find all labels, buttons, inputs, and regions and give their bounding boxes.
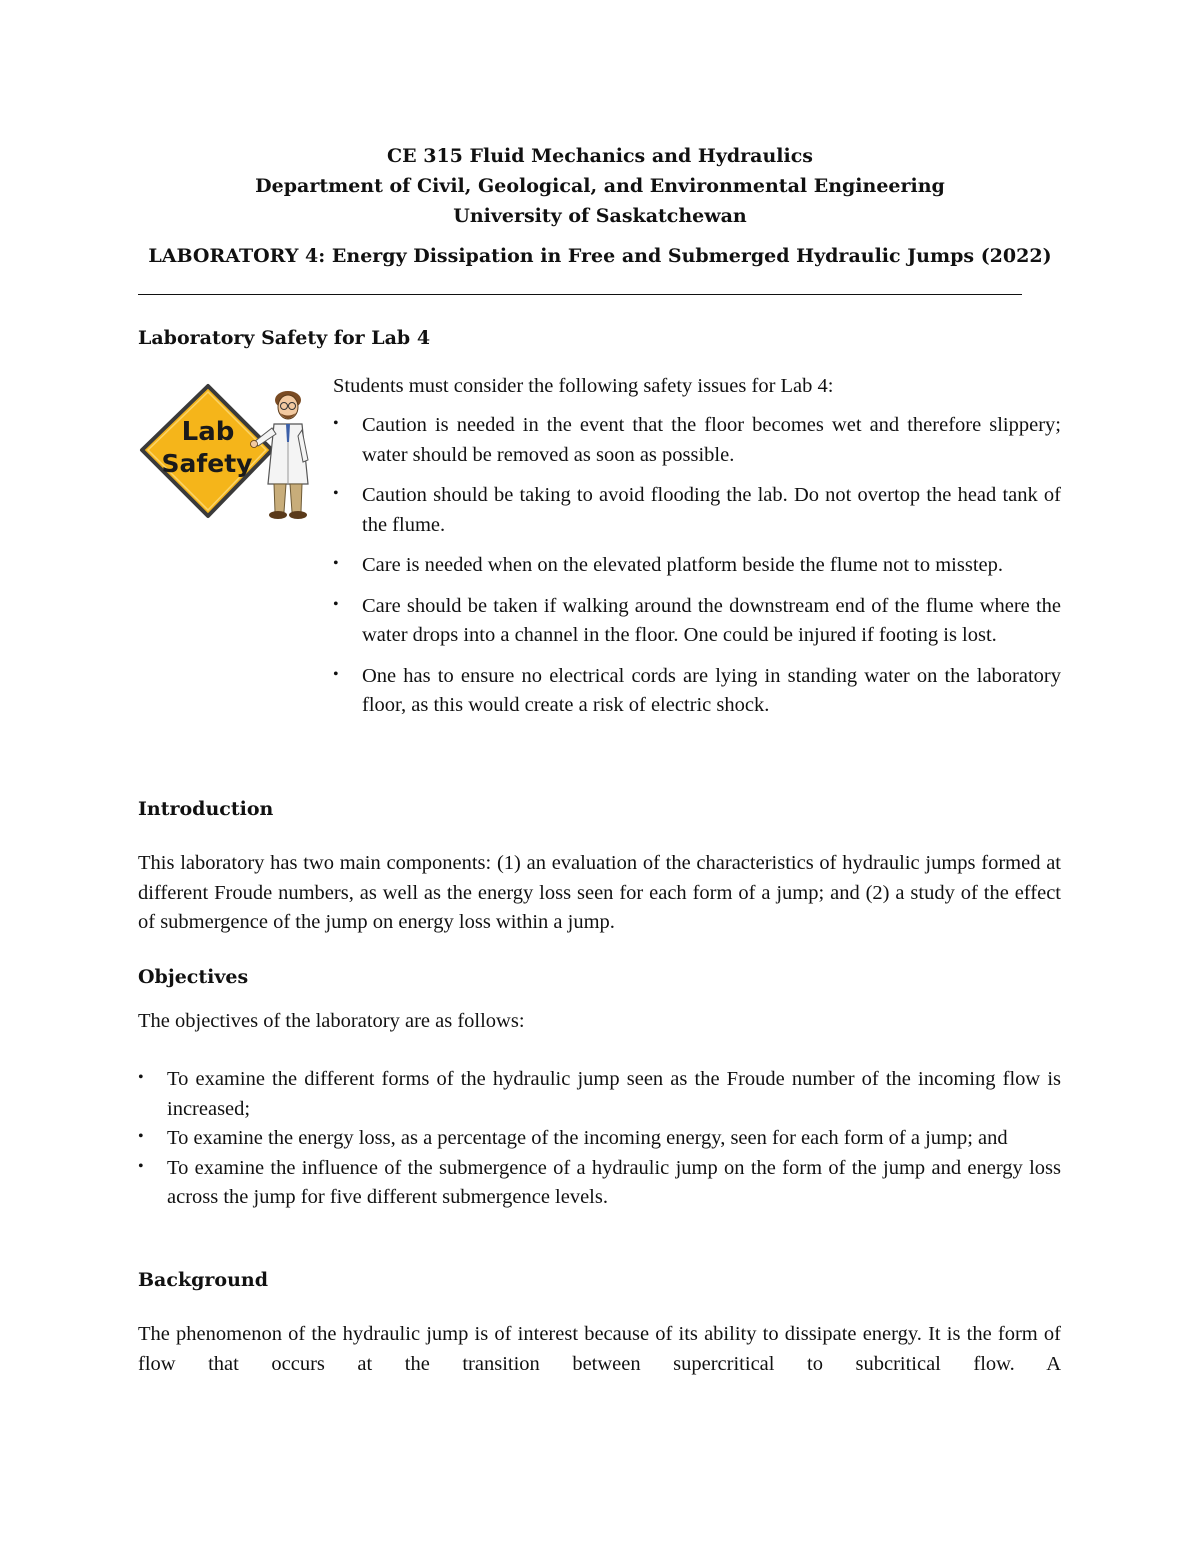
objectives-intro: The objectives of the laboratory are as follows: xyxy=(138,1010,525,1032)
logo-word-safety: Safety xyxy=(161,449,253,478)
safety-heading: Laboratory Safety for Lab 4 xyxy=(138,327,431,349)
list-item: • Care is needed when on the elevated platform beside the flume not to misstep. xyxy=(333,551,1061,581)
list-item: • Caution should be taking to avoid flooding the lab. Do not overtop the head tank of the flume. xyxy=(333,481,1061,540)
list-item: • To examine the influence of the submergence of a hydraulic jump on the form of the jump and energy loss across the jump for five different submergence levels. xyxy=(138,1154,1061,1213)
lab-title: LABORATORY 4: Energy Dissipation in Free and Submerged Hydraulic Jumps (2022) xyxy=(148,245,1052,267)
list-item: • One has to ensure no electrical cords are lying in standing water on the laboratory floor, as this would create a risk of electric shock. xyxy=(333,662,1061,721)
university-name: University of Saskatchewan xyxy=(453,205,747,227)
safety-intro: Students must consider the following safety issues for Lab 4: xyxy=(333,375,834,397)
list-item: • Caution is needed in the event that the floor becomes wet and therefore slippery; water should be removed as soon as possible. xyxy=(333,411,1061,470)
objectives-heading: Objectives xyxy=(138,966,249,988)
header-divider xyxy=(138,294,1022,295)
introduction-text: This laboratory has two main components: (1) an evaluation of the characteristics of hydraulic jumps formed at different Froude numbers, as well as the energy loss seen for each form of a jump; and (2) a study of the effect of submergence of the jump on energy loss within a jump. xyxy=(138,852,1061,933)
logo-word-lab: Lab xyxy=(181,417,235,447)
safety-list xyxy=(333,411,1061,732)
list-item: • To examine the different forms of the hydraulic jump seen as the Froude number of the incoming flow is increased; xyxy=(138,1065,1061,1124)
background-text: The phenomenon of the hydraulic jump is of interest because of its ability to dissipate energy. It is the form of flow that occurs at the transition between supercritical to subcritical flow. A xyxy=(138,1323,1061,1375)
introduction-heading: Introduction xyxy=(138,798,274,820)
background-heading: Background xyxy=(138,1269,268,1291)
list-item: • Care should be taken if walking around the downstream end of the flume where the water drops into a channel in the floor. One could be injured if footing is lost. xyxy=(333,592,1061,651)
objectives-list xyxy=(138,1065,1061,1213)
list-item: • To examine the energy loss, as a percentage of the incoming energy, seen for each form of a jump; and xyxy=(138,1124,1061,1154)
course-title: CE 315 Fluid Mechanics and Hydraulics xyxy=(387,145,813,167)
lab-safety-icon xyxy=(138,380,316,522)
department-name: Department of Civil, Geological, and Environmental Engineering xyxy=(255,175,945,197)
